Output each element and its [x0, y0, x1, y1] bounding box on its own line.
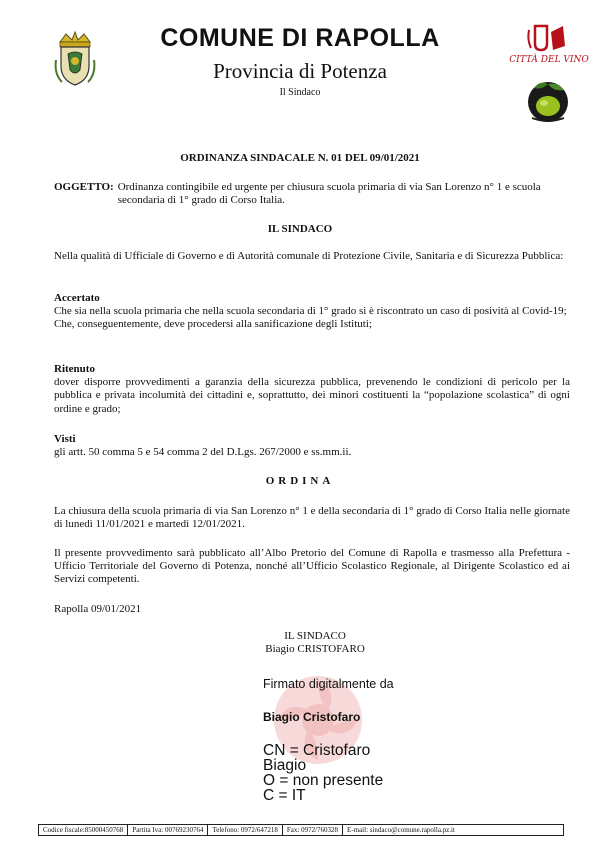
accertato-line-1: Che sia nella scuola primaria che nella scuola secondaria di 1° grado si è riscontrato un caso di posività al Covid-19;: [54, 305, 567, 318]
signature-block: [235, 630, 395, 656]
ordina-heading: ORDINA: [265, 475, 335, 487]
certificate-cn-cont: Biagio: [263, 757, 307, 774]
pubblicazione-paragraph: Il presente provvedimento sarà pubblicato all’Albo Pretorio del Comune di Rapolla e trasmesso alla Prefettura - Ufficio Territoriale del Governo di Potenza, nonché all’Ufficio Scolastico Regionale, al Dirigente Scolastico ed ai Servizi competenti.: [54, 547, 570, 586]
accertato-section: [54, 292, 570, 332]
certificate-cn: CN = Cristofaro: [263, 742, 371, 759]
footer-email[interactable]: E-mail: sindaco@comune.rapolla.pz.it: [347, 826, 455, 834]
ritenuto-label: Ritenuto: [54, 363, 95, 375]
chiusura-paragraph: La chiusura della scuola primaria di via San Lorenzo n° 1 e della secondaria di 1° grado di Corso Italia nelle giornate di lunedì 11/01/2021 e martedì 12/01/2021.: [54, 505, 570, 531]
qualita-paragraph: Nella qualità di Ufficiale di Governo e di Autorità comunale di Protezione Civile, Sanitaria e di Sicurezza Pubblica:: [54, 250, 564, 262]
oggetto-section: [54, 181, 574, 207]
certificate-details: [263, 743, 383, 803]
signature-name: Biagio CRISTOFARO: [265, 643, 365, 655]
footer-telefono: Telefono: 0972/647218: [208, 825, 282, 835]
ordinanza-title: ORDINANZA SINDACALE N. 01 DEL 09/01/2021: [180, 152, 420, 164]
ritenuto-section: [54, 363, 570, 416]
digital-signature-label: Firmato digitalmente da: [263, 677, 394, 691]
sindaco-caption: Il Sindaco: [279, 87, 321, 98]
footer-codice-fiscale: Codice fiscale:85000450768: [39, 825, 128, 835]
citta-logo-text: CITTÀ DEL VINO: [509, 55, 589, 65]
footer-contacts: [38, 824, 564, 836]
footer-partita-iva: Partita Iva: 00769230764: [128, 825, 208, 835]
visti-section: [54, 433, 570, 459]
provincia-subtitle: Provincia di Potenza: [213, 59, 387, 83]
ritenuto-text: dover disporre provvedimenti a garanzia della sicurezza pubblica, prevenendo le condizioni di pericolo per la pubblica e privata incolumità dei cittadini e, soprattutto, dei minori costituenti la “popolazione scolastica” di ogni ordine e grado;: [54, 376, 570, 415]
oggetto-text: Ordinanza contingibile ed urgente per chiusura scuola primaria di via San Lorenzo n° 1 e scuola secondaria di 1° grado di Corso Italia.: [117, 181, 541, 207]
il-sindaco-heading: IL SINDACO: [267, 223, 333, 235]
comune-title: COMUNE DI RAPOLLA: [160, 24, 440, 52]
visti-label: Visti: [54, 433, 76, 445]
footer-fax: Fax: 0972/760328: [283, 825, 343, 835]
digital-signature-name: Biagio Cristofaro: [263, 710, 361, 724]
oggetto-label: OGGETTO:: [54, 181, 114, 193]
luogo-data: Rapolla 09/01/2021: [54, 603, 142, 615]
accertato-label: Accertato: [54, 292, 100, 304]
certificate-o: O = non presente: [263, 772, 384, 789]
accertato-line-2: Che, conseguentemente, deve procedersi alla sanificazione degli Istituti;: [54, 318, 372, 331]
certificate-c: C = IT: [263, 787, 306, 804]
visti-text: gli artt. 50 comma 5 e 54 comma 2 del D.Lgs. 267/2000 e ss.mm.ii.: [54, 446, 352, 459]
signature-title: IL SINDACO: [284, 630, 346, 642]
olive-logo-icon: [524, 78, 572, 124]
